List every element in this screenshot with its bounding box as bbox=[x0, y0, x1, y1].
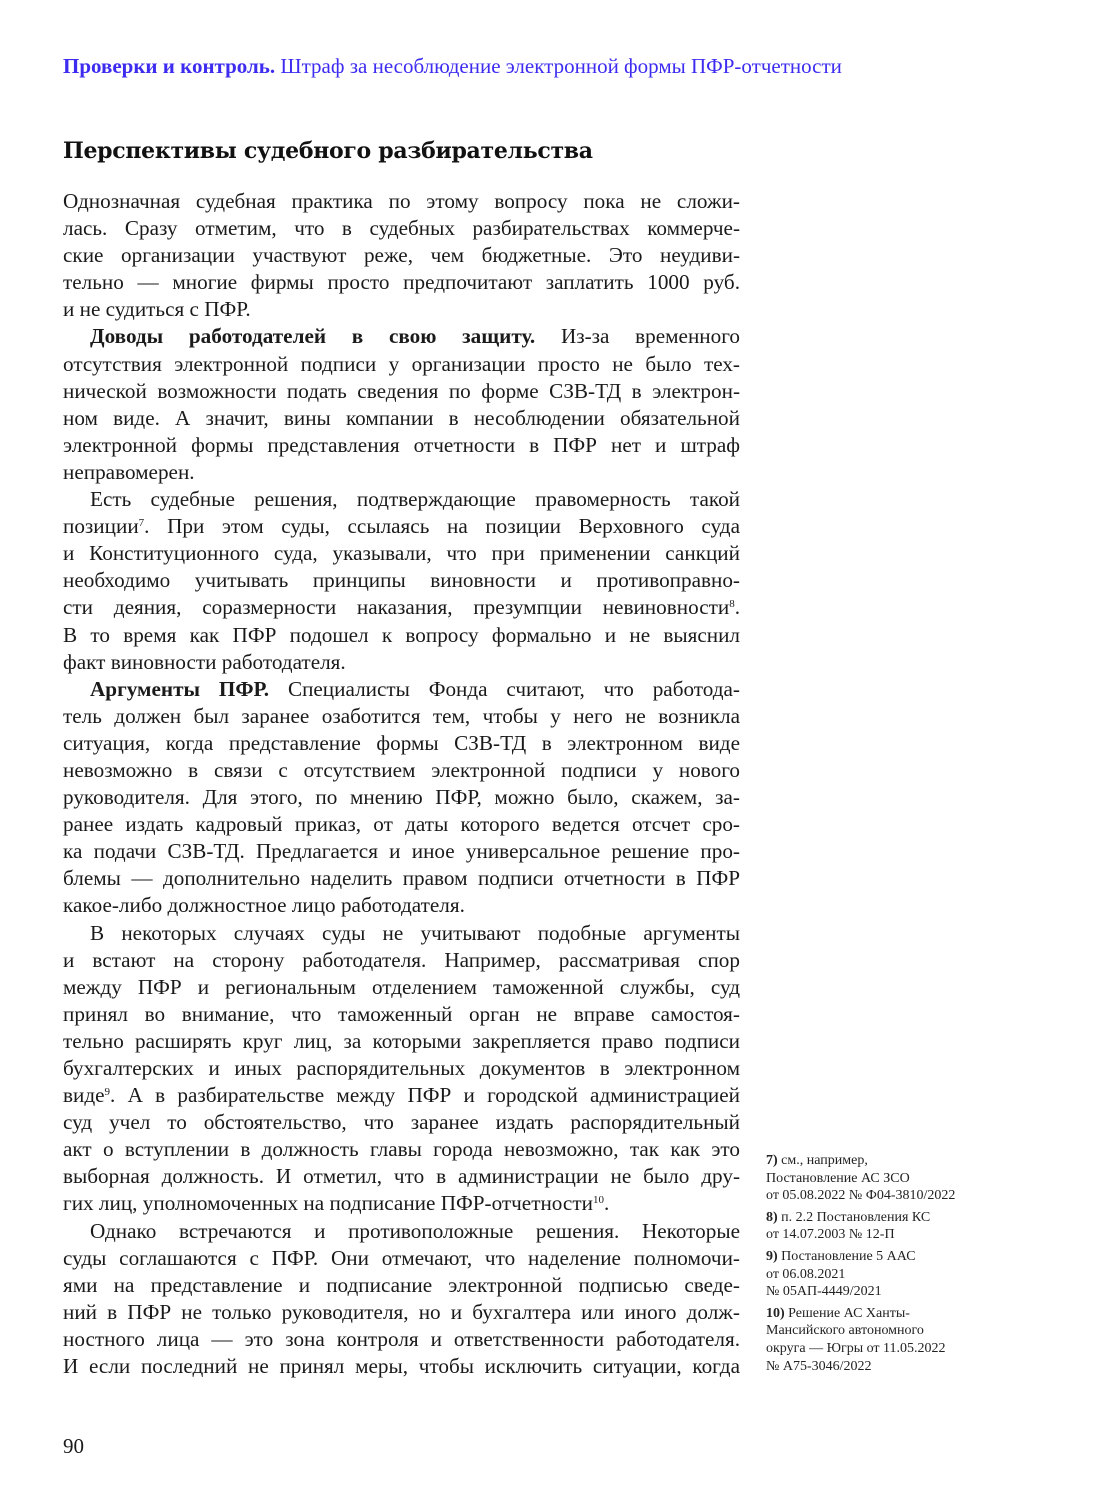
text-line bbox=[63, 1299, 740, 1326]
text-segment: лась. Сразу отметим, что в судебных разбирательствах коммерче- bbox=[63, 216, 740, 241]
footnote-text: округа — Югры от 11.05.2022 bbox=[766, 1340, 946, 1356]
footnote-text: Решение АС Ханты- bbox=[788, 1305, 910, 1321]
footnote-line bbox=[766, 1358, 1036, 1376]
text-segment: электронной формы представления отчетности в ПФР нет и штраф bbox=[63, 432, 740, 457]
text-segment: ка подачи СЗВ-ТД. Предлагается и иное универсальное решение про- bbox=[63, 839, 740, 864]
text-segment: тельно расширять круг лиц, за которыми закрепляется право подписи bbox=[63, 1028, 740, 1053]
text-segment: факт виновности работодателя. bbox=[63, 649, 346, 674]
footnote-ref: 10 bbox=[592, 1194, 604, 1207]
text-line bbox=[63, 784, 740, 811]
footnote-line bbox=[766, 1283, 1036, 1301]
text-line bbox=[63, 323, 740, 350]
footnote-number: 8) bbox=[766, 1209, 778, 1225]
footnote-line bbox=[766, 1266, 1036, 1284]
footnote-ref: 9 bbox=[104, 1086, 111, 1099]
header-subtitle: Штраф за несоблюдение электронной формы ПФР-отчетности bbox=[280, 54, 842, 78]
footnote-text: п. 2.2 Постановления КС bbox=[781, 1209, 931, 1225]
text-line bbox=[63, 757, 740, 784]
footnote-ref: 7 bbox=[138, 517, 145, 530]
text-segment: бухгалтерских и иных распорядительных документов в электронном bbox=[63, 1056, 740, 1080]
text-line bbox=[63, 378, 740, 405]
footnote-line bbox=[766, 1305, 1036, 1323]
paragraph bbox=[63, 1218, 740, 1381]
text-segment: ситуация, когда представление формы СЗВ-ТД в электронном виде bbox=[63, 730, 740, 755]
text-segment: виде bbox=[63, 1083, 105, 1108]
text-line bbox=[63, 242, 740, 269]
text-line bbox=[63, 865, 740, 892]
footnote-number: 9) bbox=[766, 1248, 778, 1264]
text-segment: нической возможности подать сведения по форме СЗВ-ТД в электрон- bbox=[63, 378, 740, 403]
footnote bbox=[766, 1305, 1036, 1375]
text-segment: тельно — многие фирмы просто предпочитают заплатить 1000 руб. bbox=[63, 270, 740, 295]
footnote-text: от 06.08.2021 bbox=[766, 1266, 846, 1282]
text-line bbox=[63, 1245, 740, 1272]
text-line bbox=[63, 730, 740, 757]
footnote-text: от 14.07.2003 № 12-П bbox=[766, 1227, 895, 1243]
text-segment: ями на представление и подписание электронной подписью сведе- bbox=[63, 1272, 740, 1297]
text-segment: между ПФР и региональным отделением таможенной службы, суд bbox=[63, 974, 740, 999]
text-line bbox=[63, 594, 740, 621]
text-segment: И если последний не принял меры, чтобы исключить ситуации, когда bbox=[63, 1354, 740, 1379]
text-line bbox=[63, 1218, 740, 1245]
text-segment: невозможно в связи с отсутствием электронной подписи у нового bbox=[63, 757, 740, 782]
text-line bbox=[63, 351, 740, 378]
text-line bbox=[63, 296, 740, 323]
footnote bbox=[766, 1209, 1036, 1244]
text-segment: руководителя. Для этого, по мнению ПФР, можно было, скажем, за- bbox=[63, 785, 740, 810]
text-segment: ний в ПФР не только руководителя, но и бухгалтера или иного долж- bbox=[63, 1299, 740, 1324]
text-line bbox=[63, 459, 740, 486]
text-line bbox=[63, 567, 740, 594]
text-line bbox=[63, 1082, 740, 1109]
text-segment: и Конституционного суда, указывали, что при применении санкций bbox=[63, 541, 740, 566]
footnotes bbox=[766, 1152, 1036, 1379]
text-line bbox=[63, 1190, 740, 1217]
footnote-line bbox=[766, 1152, 1036, 1170]
text-line bbox=[63, 215, 740, 242]
footnote-text: от 05.08.2022 № Ф04-3810/2022 bbox=[766, 1188, 956, 1204]
text-line bbox=[63, 1326, 740, 1353]
footnote-text: № А75-3046/2022 bbox=[766, 1358, 872, 1374]
footnote-line bbox=[766, 1187, 1036, 1205]
text-line bbox=[63, 920, 740, 947]
text-segment: ностного лица — это зона контроля и ответственности работодателя. bbox=[63, 1326, 740, 1351]
text-line bbox=[63, 188, 740, 215]
text-segment: тель должен был заранее озаботится тем, чтобы у него не возникла bbox=[63, 703, 740, 728]
text-segment: Из-за временного bbox=[535, 324, 740, 349]
text-segment: ном виде. А значит, вины компании в несоблюдении обязательной bbox=[63, 405, 740, 430]
text-line bbox=[63, 1109, 740, 1136]
text-line bbox=[63, 1163, 740, 1190]
text-line bbox=[63, 703, 740, 730]
footnote bbox=[766, 1248, 1036, 1301]
text-segment: суды соглашаются с ПФР. Они отмечают, что наделение полномочи- bbox=[63, 1245, 740, 1270]
section-label: Проверки и контроль. bbox=[63, 54, 276, 78]
text-segment: отсутствия электронной подписи у организации просто не было тех- bbox=[63, 351, 740, 376]
footnote-line bbox=[766, 1226, 1036, 1244]
footnote-text: см., например, bbox=[781, 1153, 868, 1168]
text-segment: какое-либо должностное лицо работодателя. bbox=[63, 893, 465, 918]
text-line bbox=[63, 486, 740, 513]
text-line bbox=[63, 1001, 740, 1028]
text-segment: В то время как ПФР подошел к вопросу формально и не выяснил bbox=[63, 622, 740, 647]
text-segment: сти деяния, соразмерности наказания, презумпции невиновности bbox=[63, 595, 730, 620]
text-segment: неправомерен. bbox=[63, 459, 195, 484]
text-segment: и встают на сторону работодателя. Например, рассматривая спор bbox=[63, 947, 740, 972]
text-line bbox=[63, 838, 740, 865]
text-line bbox=[63, 1353, 740, 1380]
text-line bbox=[63, 622, 740, 649]
footnote-ref: 8 bbox=[729, 598, 735, 611]
page-number: 90 bbox=[63, 1434, 84, 1458]
section-title: Перспективы судебного разбирательства bbox=[63, 138, 593, 164]
footnote-line bbox=[766, 1322, 1036, 1340]
text-segment: гих лиц, уполномоченных на подписание ПФР-отчетности bbox=[63, 1191, 593, 1216]
text-segment: . При этом суды, ссылаясь на позиции Верховного суда bbox=[144, 514, 740, 539]
text-segment: акт о вступлении в должность главы города невозможно, так как это bbox=[63, 1137, 740, 1162]
footnote-line bbox=[766, 1170, 1036, 1188]
text-line bbox=[63, 892, 740, 919]
text-line bbox=[63, 1028, 740, 1055]
text-line bbox=[63, 947, 740, 974]
text-line bbox=[63, 1055, 740, 1082]
text-line bbox=[63, 269, 740, 296]
footnote-line bbox=[766, 1248, 1036, 1266]
text-line bbox=[63, 432, 740, 459]
text-segment: суд учел то обстоятельство, что заранее издать распорядительный bbox=[63, 1110, 740, 1135]
text-segment: . bbox=[734, 595, 740, 620]
text-segment: Есть судебные решения, подтверждающие правомерность такой bbox=[90, 487, 740, 512]
text-segment: позиции bbox=[63, 514, 139, 539]
footnote bbox=[766, 1152, 1036, 1205]
paragraph bbox=[63, 188, 740, 323]
text-segment: и не судиться с ПФР. bbox=[63, 297, 251, 322]
paragraph bbox=[63, 920, 740, 1218]
text-line bbox=[63, 676, 740, 703]
text-segment: . А в разбирательстве между ПФР и городской администрацией bbox=[110, 1083, 740, 1108]
paragraph bbox=[63, 323, 740, 486]
text-segment: выборная должность. И отметил, что в администрации не было дру- bbox=[63, 1164, 740, 1189]
paragraph-lead-in: Доводы работодателей в свою защиту. bbox=[90, 324, 536, 349]
text-segment: ские организации участвуют реже, чем бюджетные. Это неудиви- bbox=[63, 243, 740, 268]
text-segment: . bbox=[603, 1191, 610, 1216]
article-body bbox=[63, 188, 740, 1380]
text-segment: ранее издать кадровый приказ, от даты которого ведется отсчет сро- bbox=[63, 812, 740, 837]
footnote-text: Постановление АС ЗСО bbox=[766, 1170, 910, 1186]
text-segment: Однако встречаются и противоположные решения. Некоторые bbox=[90, 1218, 740, 1243]
text-line bbox=[63, 513, 740, 540]
footnote-line bbox=[766, 1340, 1036, 1358]
footnote-line bbox=[766, 1209, 1036, 1227]
footnote-number: 7) bbox=[766, 1153, 778, 1168]
footnote-text: Постановление 5 ААС bbox=[781, 1248, 916, 1264]
text-line bbox=[63, 540, 740, 567]
text-segment: блемы — дополнительно наделить правом подписи отчетности в ПФР bbox=[63, 866, 740, 891]
text-line bbox=[63, 1136, 740, 1163]
footnote-text: Мансийского автономного bbox=[766, 1323, 924, 1339]
text-segment: принял во внимание, что таможенный орган не вправе самостоя- bbox=[63, 1001, 740, 1026]
text-segment: В некоторых случаях суды не учитывают подобные аргументы bbox=[90, 920, 740, 945]
footnote-text: № 05АП-4449/2021 bbox=[766, 1284, 882, 1300]
running-header bbox=[63, 54, 842, 79]
text-line bbox=[63, 649, 740, 676]
text-segment: Однозначная судебная практика по этому вопросу пока не сложи- bbox=[63, 189, 740, 213]
text-line bbox=[63, 1272, 740, 1299]
text-line bbox=[63, 405, 740, 432]
text-line bbox=[63, 811, 740, 838]
text-segment: необходимо учитывать принципы виновности и противоправно- bbox=[63, 568, 740, 593]
paragraph bbox=[63, 676, 740, 920]
text-segment: Специалисты Фонда считают, что работода- bbox=[269, 676, 740, 701]
text-line bbox=[63, 974, 740, 1001]
paragraph-lead-in: Аргументы ПФР. bbox=[90, 676, 270, 701]
paragraph bbox=[63, 486, 740, 676]
footnote-number: 10) bbox=[766, 1305, 785, 1321]
